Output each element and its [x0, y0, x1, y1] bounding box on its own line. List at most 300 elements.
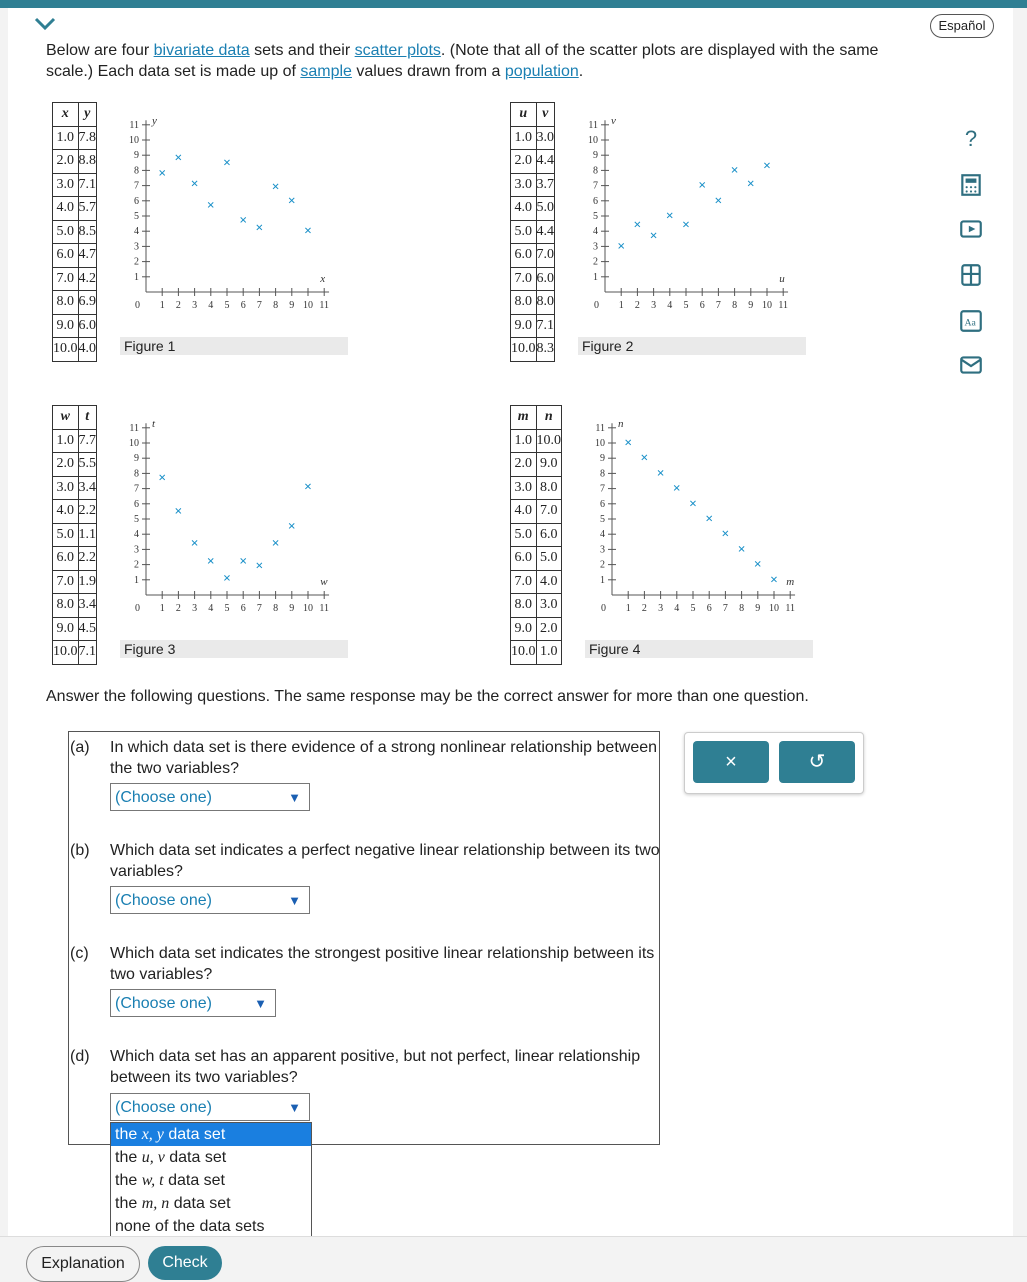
x-tick-label: 4: [674, 603, 680, 614]
scatter-point: ×: [705, 512, 714, 527]
scatter-point: ×: [223, 155, 231, 171]
y-tick-label: 1: [134, 574, 139, 586]
y-tick-label: 5: [600, 514, 605, 525]
link-bivariate-data[interactable]: bivariate data: [153, 42, 250, 59]
table-cell: 7.7: [78, 429, 97, 453]
scatter-plot: [124, 407, 354, 629]
table-cell: 4.0: [53, 197, 79, 221]
table-row: [53, 267, 97, 291]
table-row: [53, 197, 97, 221]
clear-button[interactable]: ×: [693, 741, 769, 783]
x-tick-label: 3: [192, 603, 198, 614]
table-cell: 3.4: [78, 594, 97, 618]
table-row: [511, 617, 562, 641]
x-tick-label: 7: [256, 300, 262, 311]
scatter-point: ×: [271, 180, 280, 196]
table-cell: 8.0: [511, 594, 537, 618]
x-tick-label: 4: [667, 300, 673, 311]
table-cell: 6.0: [536, 267, 555, 291]
y-tick-label: 11: [595, 422, 605, 434]
table-cell: 5.5: [78, 453, 97, 477]
table-cell: 8.8: [78, 150, 97, 174]
scatter-point: ×: [255, 559, 264, 575]
table-row: [53, 570, 97, 594]
figure-caption: Figure 3: [120, 640, 348, 658]
undo-button[interactable]: ↺: [779, 741, 855, 783]
table-cell: 2.2: [78, 500, 97, 524]
data-table: [510, 405, 562, 665]
y-tick-label: 2: [600, 559, 605, 571]
origin-label: 0: [135, 300, 140, 311]
y-axis-label: n: [618, 417, 624, 430]
y-tick-label: 4: [600, 529, 605, 541]
table-cell: 4.0: [78, 338, 97, 362]
table-row: [53, 314, 97, 338]
table-row: [53, 244, 97, 268]
y-tick-label: 6: [134, 498, 139, 510]
y-tick-label: 10: [588, 135, 598, 146]
scatter-point: ×: [633, 218, 642, 234]
table-row: [53, 476, 97, 500]
y-tick-label: 9: [134, 150, 139, 162]
table-row: [511, 244, 555, 268]
x-tick-label: 3: [192, 300, 198, 311]
table-cell: 9.0: [536, 453, 562, 477]
scatter-point: ×: [721, 527, 730, 543]
y-tick-label: 11: [129, 119, 139, 131]
x-tick-label: 7: [722, 603, 728, 614]
table-cell: 2.0: [53, 150, 79, 174]
scatter-point: ×: [271, 536, 280, 552]
table-row: [53, 594, 97, 618]
x-tick-label: 4: [208, 300, 214, 311]
y-tick-label: 5: [134, 211, 139, 222]
origin-label: 0: [601, 603, 606, 614]
table-cell: 1.0: [53, 126, 79, 150]
x-tick-label: 5: [683, 300, 689, 311]
table-cell: 8.0: [536, 291, 555, 315]
y-tick-label: 11: [129, 422, 139, 434]
x-tick-label: 2: [175, 300, 181, 311]
table-row: [53, 429, 97, 453]
table-row: [511, 641, 562, 665]
table-cell: 3.0: [511, 173, 537, 197]
table-cell: 6.0: [53, 547, 79, 571]
scatter-point: ×: [239, 554, 248, 570]
select-c[interactable]: (Choose one) ▼: [110, 989, 276, 1017]
x-tick-label: 1: [618, 300, 624, 311]
x-tick-label: 1: [159, 300, 165, 311]
x-tick-label: 11: [319, 603, 330, 614]
table-cell: 8.0: [53, 594, 79, 618]
x-tick-label: 8: [273, 300, 279, 311]
collapse-chevron-icon[interactable]: [30, 14, 60, 34]
table-row: [53, 126, 97, 150]
explanation-button[interactable]: Explanation: [26, 1246, 140, 1282]
table-row: [53, 150, 97, 174]
table-row: [511, 476, 562, 500]
table-cell: 1.0: [53, 429, 79, 453]
table-cell: 4.4: [536, 220, 555, 244]
table-row: [511, 126, 555, 150]
table-cell: 7.0: [53, 267, 79, 291]
x-tick-label: 11: [785, 603, 796, 614]
link-sample[interactable]: sample: [300, 63, 352, 80]
y-tick-label: 8: [600, 468, 605, 480]
table-row: [511, 220, 555, 244]
y-tick-label: 6: [134, 195, 139, 207]
x-axis-label: m: [786, 576, 795, 588]
dropdown-option[interactable]: none of the data sets: [115, 1218, 265, 1235]
scatter-point: ×: [763, 158, 771, 174]
y-tick-label: 3: [134, 544, 139, 556]
table-cell: 8.0: [536, 476, 562, 500]
x-axis-label: u: [779, 273, 785, 285]
table-cell: 4.0: [53, 500, 79, 524]
x-tick-label: 5: [224, 603, 230, 614]
table-cell: 2.0: [536, 617, 562, 641]
y-tick-label: 5: [593, 211, 598, 222]
x-axis-label: x: [320, 273, 326, 285]
intro-text: Below are four bivariate data sets and their scatter plots. (Note that all of the scatter plots are displayed with the same scale.) Each data set is made up of sample values drawn from a population.: [46, 42, 879, 80]
mail-icon[interactable]: [958, 352, 984, 378]
table-cell: 8.0: [53, 291, 79, 315]
data-table: [52, 102, 97, 362]
origin-label: 0: [135, 603, 140, 614]
table-cell: 3.0: [53, 173, 79, 197]
table-row: [511, 547, 562, 571]
table-row: [53, 617, 97, 641]
y-tick-label: 7: [593, 180, 598, 192]
table-header: y: [78, 103, 97, 127]
table-row: [53, 641, 97, 665]
y-tick-label: 7: [134, 483, 139, 495]
table-cell: 10.0: [536, 429, 562, 453]
select-a[interactable]: (Choose one) ▼: [110, 783, 310, 811]
x-tick-label: 3: [658, 603, 664, 614]
y-tick-label: 11: [588, 119, 598, 131]
table-cell: 5.0: [511, 220, 537, 244]
scatter-plot: [124, 104, 354, 326]
y-tick-label: 2: [134, 256, 139, 268]
x-tick-label: 2: [634, 300, 640, 311]
table-cell: 1.1: [78, 523, 97, 547]
scatter-point: ×: [206, 198, 215, 214]
scatter-point: ×: [206, 554, 215, 570]
table-row: [511, 150, 555, 174]
table-row: [511, 267, 555, 291]
y-axis-label: t: [152, 417, 156, 430]
x-tick-label: 7: [256, 603, 262, 614]
table-cell: 4.7: [78, 244, 97, 268]
y-tick-label: 9: [134, 453, 139, 465]
table-cell: 1.9: [78, 570, 97, 594]
scatter-point: ×: [239, 213, 248, 229]
svg-text:Aa: Aa: [964, 317, 976, 329]
table-row: [53, 220, 97, 244]
table-cell: 5.7: [78, 197, 97, 221]
x-tick-label: 8: [732, 300, 738, 311]
x-tick-label: 9: [748, 300, 754, 311]
table-cell: 10.0: [511, 641, 537, 665]
x-tick-label: 1: [625, 603, 631, 614]
table-cell: 3.0: [511, 476, 537, 500]
figure-caption: Figure 4: [585, 640, 813, 658]
x-tick-label: 1: [159, 603, 165, 614]
y-axis-label: v: [611, 114, 616, 127]
dropdown-option[interactable]: the x, y data set: [111, 1123, 311, 1146]
x-tick-label: 7: [715, 300, 721, 311]
y-tick-label: 9: [593, 150, 598, 162]
figure-caption: Figure 1: [120, 337, 348, 355]
table-row: [511, 197, 555, 221]
table-cell: 10.0: [53, 641, 79, 665]
table-row: [511, 594, 562, 618]
y-tick-label: 1: [134, 271, 139, 283]
scatter-point: ×: [665, 209, 674, 224]
table-cell: 1.0: [511, 126, 537, 150]
scatter-point: ×: [714, 193, 723, 209]
table-cell: 4.2: [78, 267, 97, 291]
table-cell: 6.0: [511, 547, 537, 571]
table-cell: 4.0: [511, 197, 537, 221]
table-cell: 2.0: [511, 453, 537, 477]
table-row: [511, 429, 562, 453]
table-cell: 1.0: [536, 641, 562, 665]
table-row: [511, 570, 562, 594]
x-tick-label: 9: [289, 603, 295, 614]
table-header: u: [511, 103, 537, 127]
scatter-point: ×: [624, 436, 633, 451]
table-cell: 8.0: [511, 291, 537, 315]
scatter-point: ×: [223, 571, 231, 587]
table-header: m: [511, 406, 537, 430]
table-cell: 6.0: [78, 314, 97, 338]
scatter-plot: [590, 407, 820, 629]
x-tick-label: 11: [319, 300, 330, 311]
y-tick-label: 1: [600, 574, 605, 586]
table-cell: 9.0: [511, 617, 537, 641]
x-tick-label: 10: [769, 603, 779, 614]
scatter-point: ×: [255, 221, 264, 237]
table-cell: 2.0: [53, 453, 79, 477]
x-tick-label: 10: [303, 603, 313, 614]
data-tool-icon[interactable]: [958, 262, 984, 288]
table-cell: 4.5: [78, 617, 97, 641]
top-accent-bar: [0, 0, 1027, 8]
x-tick-label: 9: [289, 300, 295, 311]
table-cell: 8.3: [536, 338, 555, 362]
x-tick-label: 6: [706, 603, 712, 614]
scatter-point: ×: [730, 163, 739, 179]
table-cell: 5.0: [536, 547, 562, 571]
y-tick-label: 6: [600, 498, 605, 510]
scatter-point: ×: [770, 572, 778, 588]
table-header: x: [53, 103, 79, 127]
select-d[interactable]: (Choose one) ▼: [110, 1093, 310, 1121]
link-population[interactable]: population: [504, 63, 579, 80]
scatter-point: ×: [649, 228, 658, 244]
table-cell: 3.0: [536, 594, 562, 618]
table-cell: 9.0: [53, 314, 79, 338]
y-tick-label: 7: [600, 483, 605, 495]
check-button[interactable]: Check: [148, 1246, 222, 1280]
x-axis-label: w: [320, 576, 328, 588]
table-cell: 6.9: [78, 291, 97, 315]
y-tick-label: 5: [134, 514, 139, 525]
table-cell: 2.2: [78, 547, 97, 571]
y-tick-label: 7: [134, 180, 139, 192]
x-tick-label: 9: [755, 603, 761, 614]
table-cell: 6.0: [53, 244, 79, 268]
y-tick-label: 3: [600, 544, 605, 556]
y-tick-label: 1: [593, 271, 598, 283]
scatter-plot: [583, 104, 813, 326]
table-row: [511, 291, 555, 315]
table-row: [53, 338, 97, 362]
y-tick-label: 10: [129, 135, 139, 146]
question-instructions: Answer the following questions. The same response may be the correct answer for more than one question.: [46, 688, 809, 705]
x-tick-label: 6: [240, 603, 246, 614]
scatter-point: ×: [746, 177, 755, 193]
x-tick-label: 6: [699, 300, 705, 311]
y-tick-label: 3: [134, 241, 139, 253]
dropdown-option[interactable]: the w, t data set: [115, 1172, 225, 1189]
data-table: [510, 102, 555, 362]
table-cell: 7.0: [536, 500, 562, 524]
help-icon[interactable]: ?: [964, 126, 978, 151]
scatter-point: ×: [753, 557, 762, 573]
y-axis-label: y: [152, 114, 157, 127]
y-tick-label: 9: [600, 453, 605, 465]
scatter-point: ×: [287, 519, 296, 535]
scatter-point: ×: [174, 504, 183, 520]
x-tick-label: 5: [690, 603, 696, 614]
table-cell: 9.0: [53, 617, 79, 641]
scatter-point: ×: [190, 177, 199, 193]
y-tick-label: 2: [593, 256, 598, 268]
table-cell: 9.0: [511, 314, 537, 338]
table-cell: 5.0: [53, 523, 79, 547]
y-tick-label: 8: [134, 165, 139, 177]
table-cell: 3.0: [53, 476, 79, 500]
select-b[interactable]: (Choose one) ▼: [110, 886, 310, 914]
x-tick-label: 4: [208, 603, 214, 614]
scatter-point: ×: [698, 178, 707, 194]
x-tick-label: 10: [303, 300, 313, 311]
table-header: v: [536, 103, 555, 127]
table-row: [53, 173, 97, 197]
scatter-point: ×: [304, 224, 312, 240]
table-cell: 6.0: [511, 244, 537, 268]
scatter-point: ×: [158, 470, 167, 486]
table-cell: 4.4: [536, 150, 555, 174]
scatter-point: ×: [682, 218, 690, 234]
table-cell: 3.4: [78, 476, 97, 500]
table-row: [53, 291, 97, 315]
y-tick-label: 3: [593, 241, 598, 253]
figure-caption: Figure 2: [578, 337, 806, 355]
x-tick-label: 8: [273, 603, 279, 614]
table-header: w: [53, 406, 79, 430]
y-tick-label: 8: [593, 165, 598, 177]
scatter-point: ×: [304, 480, 312, 496]
table-cell: 5.0: [511, 523, 537, 547]
table-row: [511, 453, 562, 477]
table-cell: 8.5: [78, 220, 97, 244]
table-cell: 7.1: [78, 641, 97, 665]
data-table: [52, 405, 97, 665]
table-row: [53, 523, 97, 547]
y-tick-label: 4: [134, 529, 139, 541]
scatter-point: ×: [672, 481, 681, 497]
answer-actions-panel: [684, 732, 864, 794]
table-cell: 10.0: [53, 338, 79, 362]
dropdown-option[interactable]: the u, v data set: [115, 1149, 227, 1166]
y-tick-label: 2: [134, 559, 139, 571]
x-tick-label: 5: [224, 300, 230, 311]
table-row: [511, 314, 555, 338]
y-tick-label: 10: [129, 438, 139, 449]
dropdown-menu: [110, 1122, 312, 1239]
table-cell: 5.0: [536, 197, 555, 221]
scatter-point: ×: [656, 466, 665, 482]
scatter-point: ×: [689, 496, 697, 512]
x-tick-label: 10: [762, 300, 772, 311]
table-cell: 2.0: [511, 150, 537, 174]
table-cell: 3.0: [536, 126, 555, 150]
table-cell: 7.0: [536, 244, 555, 268]
x-tick-label: 2: [175, 603, 181, 614]
calculator-icon[interactable]: [958, 172, 984, 198]
y-tick-label: 6: [593, 195, 598, 207]
x-tick-label: 8: [739, 603, 745, 614]
table-cell: 3.7: [536, 173, 555, 197]
link-scatter-plots[interactable]: scatter plots: [354, 42, 441, 59]
table-row: [511, 173, 555, 197]
language-button[interactable]: Español: [930, 14, 994, 38]
table-cell: 7.0: [511, 267, 537, 291]
scatter-point: ×: [174, 151, 183, 167]
table-cell: 7.1: [536, 314, 555, 338]
table-row: [53, 453, 97, 477]
table-cell: 5.0: [53, 220, 79, 244]
video-icon[interactable]: [958, 216, 984, 242]
scatter-point: ×: [190, 536, 199, 552]
table-row: [511, 523, 562, 547]
y-tick-label: 4: [593, 226, 598, 238]
table-cell: 6.0: [536, 523, 562, 547]
table-cell: 7.1: [78, 173, 97, 197]
scatter-point: ×: [158, 166, 167, 182]
table-row: [53, 547, 97, 571]
x-tick-label: 2: [641, 603, 647, 614]
y-tick-label: 10: [595, 438, 605, 449]
scatter-point: ×: [617, 239, 626, 255]
dropdown-option[interactable]: the m, n data set: [115, 1195, 231, 1212]
x-tick-label: 6: [240, 300, 246, 311]
table-cell: 7.0: [511, 570, 537, 594]
table-cell: 7.8: [78, 126, 97, 150]
y-tick-label: 8: [134, 468, 139, 480]
table-cell: 10.0: [511, 338, 537, 362]
scatter-point: ×: [737, 542, 746, 558]
table-cell: 7.0: [53, 570, 79, 594]
table-cell: 4.0: [511, 500, 537, 524]
table-header: n: [536, 406, 562, 430]
origin-label: 0: [594, 300, 599, 311]
text-size-icon[interactable]: [958, 308, 984, 334]
